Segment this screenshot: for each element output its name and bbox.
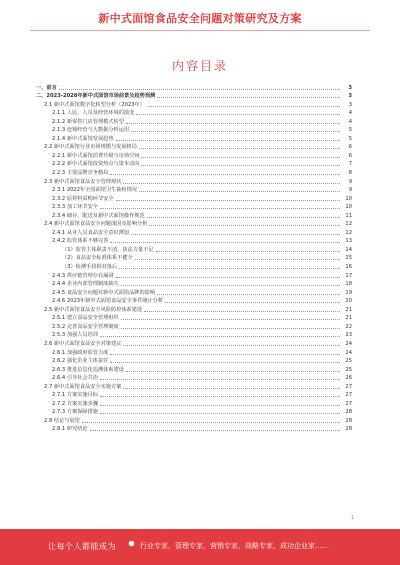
toc-dot-leader	[165, 301, 340, 303]
footer-tagline: 行业专家，管理专家，营销专家，战略专家，成功企业家……	[140, 542, 329, 550]
toc-entry-title: 2.3.1 2022年全国面馆卫生抽检情况	[52, 187, 138, 194]
toc-entry-title: 2.3.3 加工环节安全	[52, 204, 98, 211]
toc-entry-page: 6	[348, 152, 352, 159]
toc-entry-page: 8	[348, 170, 352, 177]
page-number: 1	[350, 515, 354, 521]
toc-entry[interactable]	[36, 203, 352, 212]
toc-dot-leader	[100, 412, 340, 414]
toc-entry-title: 2.8 结论与展望	[44, 417, 80, 424]
toc-entry[interactable]	[36, 271, 352, 280]
toc-entry[interactable]	[36, 186, 352, 195]
toc-entry-page: 12	[345, 229, 352, 236]
bullet-icon	[128, 540, 135, 547]
toc-entry[interactable]	[36, 297, 352, 306]
toc-entry-page: 25	[345, 366, 352, 373]
toc-heading: 内容目录	[171, 59, 228, 73]
toc-entry[interactable]	[36, 374, 352, 383]
toc-entry-page: 18	[345, 281, 352, 288]
toc-entry-title: 2.2.1 新中式面馆消费升级与市场空间	[52, 152, 140, 159]
toc-entry[interactable]	[36, 117, 352, 126]
toc-dot-leader	[100, 378, 340, 380]
toc-entry[interactable]	[36, 288, 352, 297]
toc-dot-leader	[116, 276, 340, 278]
toc-entry-title: （3）检测手段相对落后	[62, 264, 118, 271]
toc-entry-title: 2.6.4 引导社会共治	[52, 375, 98, 382]
toc-entry[interactable]	[36, 382, 352, 391]
toc-dot-leader	[131, 233, 340, 235]
toc-dot-leader	[110, 173, 340, 175]
toc-entry[interactable]	[36, 425, 352, 434]
toc-entry-title: 2.2 新中式面馆行业市场规模与发展格局	[44, 144, 137, 151]
toc-entry[interactable]	[36, 194, 352, 203]
toc-entry-page: 9	[348, 178, 352, 185]
toc-entry-page: 26	[345, 375, 352, 382]
toc-entry-page: 13	[345, 238, 352, 245]
toc-entry[interactable]	[36, 262, 352, 271]
toc-entry[interactable]	[36, 83, 352, 92]
toc-entry-title: （2）食品安全标准体系不健全	[62, 255, 133, 262]
toc-entry-title: 一、前言	[36, 84, 57, 91]
toc-entry-title: 2.1.1 人民、人员及经营环境的演变	[52, 110, 135, 117]
toc-entry-page: 10	[345, 204, 352, 211]
toc-entry-title: 2.3.2 原材料采购环节安全	[52, 195, 114, 202]
toc-entry-page: 21	[345, 315, 352, 322]
toc-entry-title: 2.4.2 监管体系不够完善	[52, 238, 109, 245]
toc-entry-title: 2.2.3 主要品牌竞争格局	[52, 170, 109, 177]
toc-entry-title: 2.4.6 2023年新中式面馆食品安全事件统计分析	[52, 298, 164, 305]
toc-entry[interactable]	[36, 322, 352, 331]
toc-dot-leader	[139, 147, 340, 149]
toc-entry[interactable]	[36, 399, 352, 408]
toc-entry-title: 2.4.5 食品安全问题对新中式面馆品牌的影响	[52, 289, 156, 296]
toc-entry[interactable]	[36, 331, 352, 340]
toc-dot-leader	[100, 404, 340, 406]
page-footer	[0, 529, 400, 565]
toc-entry-title: 2.5.3 加强人员培训	[52, 332, 98, 339]
footer-lead-text: 让每个人都能成为	[48, 542, 116, 551]
toc-dot-leader	[157, 293, 340, 295]
toc-dot-leader	[135, 258, 340, 260]
toc-entry[interactable]	[36, 237, 352, 246]
toc-entry[interactable]	[36, 408, 352, 417]
toc-entry-page: 28	[345, 409, 352, 416]
toc-entry[interactable]	[36, 143, 352, 152]
toc-entry-title: 2.5.1 建立食品安全管理组织	[52, 315, 119, 322]
toc-entry-page: 28	[345, 417, 352, 424]
toc-entry[interactable]	[36, 151, 352, 160]
toc-entry-title: 2.5 新中式面馆食品安全风险防控体系建设	[44, 306, 143, 313]
toc-dot-leader	[149, 224, 340, 226]
toc-dot-leader	[157, 96, 340, 98]
toc-entry[interactable]	[36, 348, 352, 357]
toc-dot-leader	[123, 387, 340, 389]
toc-entry-page: 17	[345, 272, 352, 279]
toc-entry[interactable]	[36, 109, 352, 118]
toc-entry-page: 3	[348, 101, 352, 108]
toc-entry-page: 10	[345, 195, 352, 202]
toc-entry-title: 2.1 新中式面馆数字化转型分析（2023年）	[44, 101, 145, 108]
toc-entry-page: 3	[348, 93, 352, 100]
toc-entry[interactable]	[36, 160, 352, 169]
toc-entry-title: 2.3.4 储存、配送及新中式面馆操作规范	[52, 212, 145, 219]
toc-dot-leader	[147, 105, 340, 107]
toc-entry-page: 25	[345, 358, 352, 365]
document-title: 新中式面馆食品安全问题对策研究及方案	[98, 12, 302, 25]
toc-entry[interactable]	[36, 416, 352, 425]
toc-dot-leader	[116, 139, 340, 141]
toc-entry-page: 14	[345, 246, 352, 253]
toc-dot-leader	[82, 421, 340, 423]
table-of-contents	[36, 83, 352, 433]
toc-entry-page: 4	[348, 118, 352, 125]
toc-dot-leader	[126, 122, 340, 124]
toc-entry-title: 2.6.3 推进信息化追溯体系建设	[52, 366, 124, 373]
toc-entry[interactable]	[36, 228, 352, 237]
toc-dot-leader	[110, 353, 340, 355]
toc-entry[interactable]	[36, 211, 352, 220]
toc-entry-title: 2.7.1 方案实施目标	[52, 392, 98, 399]
toc-entry-page: 19	[345, 289, 352, 296]
toc-dot-leader	[100, 207, 340, 209]
toc-entry-title: 2.2.2 新中式面馆投资热点与资本动向	[52, 161, 140, 168]
toc-entry-title: 2.7.2 方案实施步骤	[52, 400, 98, 407]
toc-entry-page: 27	[345, 383, 352, 390]
toc-entry-page: 7	[348, 161, 352, 168]
toc-entry[interactable]	[36, 305, 352, 314]
toc-entry-title: 2.5.2 完善食品安全管理制度	[52, 323, 119, 330]
toc-dot-leader	[121, 284, 340, 286]
toc-entry-title: 2.1.2 新零售门店管理模式转型	[52, 118, 124, 125]
toc-entry-title: 2.4.3 供应链管理存在漏洞	[52, 272, 114, 279]
toc-entry[interactable]	[36, 254, 352, 263]
toc-entry-page: 28	[345, 426, 352, 433]
toc-entry-page: 9	[348, 187, 352, 194]
toc-entry[interactable]	[36, 126, 352, 135]
toc-entry-page: 24	[345, 340, 352, 347]
toc-entry-title: 2.6 新中式面馆食品安全对策建议	[44, 340, 122, 347]
toc-dot-leader	[121, 318, 340, 320]
toc-entry-page: 6	[348, 144, 352, 151]
toc-entry-title: 二、2023-2028年新中式面馆市场前景及趋势预测	[36, 93, 156, 100]
toc-entry-page: 22	[345, 323, 352, 330]
toc-entry-title: 2.7.3 方案保障措施	[52, 409, 98, 416]
toc-entry[interactable]	[36, 391, 352, 400]
toc-entry-page: 27	[345, 400, 352, 407]
toc-dot-leader	[100, 395, 340, 397]
toc-entry-page: 27	[345, 392, 352, 399]
toc-entry-page: 21	[345, 306, 352, 313]
toc-dot-leader	[123, 182, 340, 184]
toc-entry-title: 2.8.1 研究结论	[52, 426, 88, 433]
page-header	[0, 0, 400, 36]
toc-dot-leader	[119, 267, 340, 269]
toc-entry-page: 3	[348, 84, 352, 91]
toc-entry-title: 2.4 新中式面馆食品安全问题成因及影响分析	[44, 221, 148, 228]
toc-dot-leader	[139, 190, 340, 192]
toc-entry-title: 2.6.1 加强政府监管力度	[52, 349, 109, 356]
toc-entry-title: （1）监管主体职责不清，执法力量不足	[62, 246, 154, 253]
toc-entry-page: 24	[345, 349, 352, 356]
toc-dot-leader	[110, 241, 340, 243]
toc-entry-page: 4	[348, 110, 352, 117]
toc-dot-leader	[144, 310, 340, 312]
toc-entry[interactable]	[36, 134, 352, 143]
toc-entry-page: 11	[345, 212, 352, 219]
toc-dot-leader	[126, 370, 340, 372]
toc-dot-leader	[90, 429, 340, 431]
toc-dot-leader	[100, 335, 340, 337]
toc-entry[interactable]	[36, 365, 352, 374]
toc-dot-leader	[147, 216, 340, 218]
toc-entry-page: 20	[345, 298, 352, 305]
toc-entry[interactable]	[36, 314, 352, 323]
toc-dot-leader	[110, 361, 340, 363]
toc-entry-page: 5	[348, 127, 352, 134]
toc-entry[interactable]	[36, 339, 352, 348]
toc-entry-title: 2.3 新中式面馆食品安全管理现状	[44, 178, 122, 185]
toc-entry-title: 2.4.4 企业内部管理制度缺失	[52, 281, 119, 288]
toc-entry-title: 2.1.3 连锁经营与大数据分析运用	[52, 127, 130, 134]
toc-dot-leader	[136, 113, 340, 115]
toc-dot-leader	[156, 250, 341, 252]
toc-entry[interactable]	[36, 100, 352, 109]
toc-dot-leader	[123, 344, 340, 346]
toc-entry[interactable]	[36, 280, 352, 289]
toc-entry[interactable]	[36, 177, 352, 186]
toc-entry[interactable]	[36, 357, 352, 366]
toc-entry-title: 2.6.2 强化企业主体责任	[52, 358, 109, 365]
toc-entry-page: 5	[348, 135, 352, 142]
toc-entry-page: 15	[345, 255, 352, 262]
toc-dot-leader	[121, 327, 340, 329]
header-divider	[30, 30, 370, 31]
toc-entry-title: 2.4.1 从业人员食品安全意识薄弱	[52, 229, 130, 236]
toc-entry[interactable]	[36, 92, 352, 101]
toc-dot-leader	[141, 164, 340, 166]
toc-entry-title: 2.7 新中式面馆食品安全实施方案	[44, 383, 122, 390]
toc-entry[interactable]	[36, 245, 352, 254]
toc-entry-page: 16	[345, 264, 352, 271]
toc-entry[interactable]	[36, 220, 352, 229]
toc-dot-leader	[131, 130, 340, 132]
toc-entry-title: 2.1.4 新中式面馆发展趋势	[52, 135, 114, 142]
toc-dot-leader	[59, 88, 340, 90]
toc-entry-page: 23	[345, 332, 352, 339]
toc-entry-page: 12	[345, 221, 352, 228]
toc-dot-leader	[116, 199, 340, 201]
toc-entry[interactable]	[36, 168, 352, 177]
toc-dot-leader	[141, 156, 340, 158]
